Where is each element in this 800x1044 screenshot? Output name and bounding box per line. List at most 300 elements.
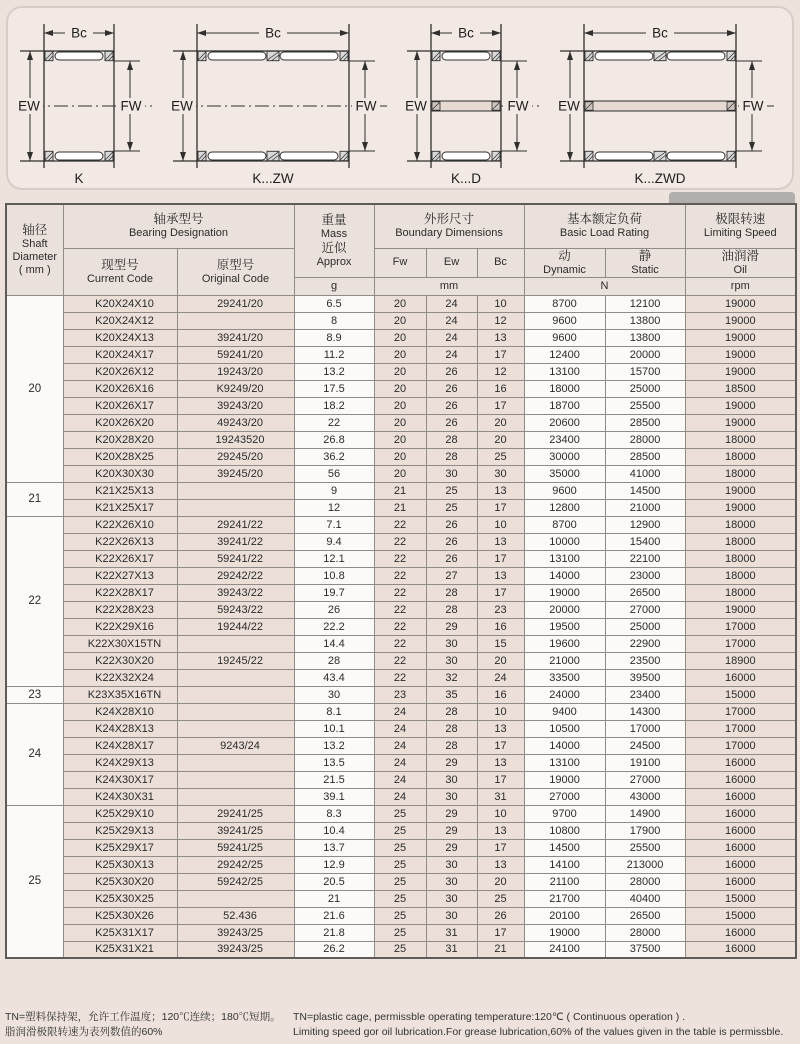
- static-load-cell: 213000: [605, 856, 685, 873]
- table-row: [6, 669, 796, 686]
- original-code-cell: [177, 686, 294, 703]
- bc-cell: 10: [477, 703, 524, 720]
- original-code-cell: 9243/24: [177, 737, 294, 754]
- fw-cell: 20: [374, 312, 426, 329]
- original-code-cell: [177, 482, 294, 499]
- shaft-diameter-cell: 21: [6, 482, 63, 516]
- oil-speed-cell: 18000: [685, 550, 796, 567]
- bearing-diagram-k-zwd: [554, 11, 786, 196]
- fw-cell: 25: [374, 907, 426, 924]
- static-load-cell: 22100: [605, 550, 685, 567]
- dynamic-load-cell: 33500: [524, 669, 605, 686]
- mass-cell: 30: [294, 686, 374, 703]
- oil-speed-cell: 19000: [685, 363, 796, 380]
- dynamic-load-cell: 9600: [524, 329, 605, 346]
- dynamic-load-cell: 21100: [524, 873, 605, 890]
- current-code-cell: K20X26X16: [63, 380, 177, 397]
- mass-cell: 28: [294, 652, 374, 669]
- current-code-cell: K21X25X13: [63, 482, 177, 499]
- fw-cell: 22: [374, 584, 426, 601]
- ew-cell: 35: [426, 686, 477, 703]
- fw-cell: 20: [374, 346, 426, 363]
- original-code-cell: 59241/25: [177, 839, 294, 856]
- dynamic-load-cell: 10000: [524, 533, 605, 550]
- ew-cell: 24: [426, 312, 477, 329]
- bearing-diagrams-panel: [6, 6, 794, 190]
- current-code-cell: K25X30X20: [63, 873, 177, 890]
- mass-cell: 21.5: [294, 771, 374, 788]
- static-load-cell: 24500: [605, 737, 685, 754]
- fw-cell: 22: [374, 635, 426, 652]
- static-load-cell: 23000: [605, 567, 685, 584]
- mass-cell: 20.5: [294, 873, 374, 890]
- static-load-cell: 19100: [605, 754, 685, 771]
- static-load-cell: 21000: [605, 499, 685, 516]
- footnote-zh-line2: 脂润滑极限转速为表列数值的60%: [5, 1026, 163, 1038]
- fw-cell: 24: [374, 703, 426, 720]
- oil-speed-cell: 16000: [685, 839, 796, 856]
- header-dynamic-load: [524, 248, 605, 277]
- fw-cell: 20: [374, 414, 426, 431]
- mass-cell: 8.3: [294, 805, 374, 822]
- ew-cell: 28: [426, 431, 477, 448]
- table-row: [6, 856, 796, 873]
- ew-cell: 30: [426, 771, 477, 788]
- mass-cell: 26.2: [294, 941, 374, 958]
- dynamic-load-cell: 14500: [524, 839, 605, 856]
- table-row: [6, 635, 796, 652]
- static-load-cell: 23400: [605, 686, 685, 703]
- fw-cell: 23: [374, 686, 426, 703]
- ew-cell: 25: [426, 482, 477, 499]
- oil-speed-cell: 18000: [685, 567, 796, 584]
- bc-cell: 30: [477, 465, 524, 482]
- table-row: [6, 397, 796, 414]
- bc-cell: 20: [477, 652, 524, 669]
- bc-cell: 17: [477, 346, 524, 363]
- mass-cell: 10.1: [294, 720, 374, 737]
- header-dynamic-en: Dynamic: [543, 263, 586, 276]
- oil-speed-cell: 16000: [685, 924, 796, 941]
- fw-cell: 21: [374, 499, 426, 516]
- oil-speed-cell: 19000: [685, 295, 796, 312]
- fw-cell: 20: [374, 431, 426, 448]
- static-load-cell: 12900: [605, 516, 685, 533]
- header-limiting-speed: [685, 204, 796, 248]
- table-row: [6, 465, 796, 482]
- current-code-cell: K24X28X17: [63, 737, 177, 754]
- bc-cell: 25: [477, 890, 524, 907]
- static-load-cell: 28500: [605, 448, 685, 465]
- ew-cell: 29: [426, 805, 477, 822]
- mass-cell: 21.6: [294, 907, 374, 924]
- static-load-cell: 37500: [605, 941, 685, 958]
- oil-speed-cell: 15000: [685, 686, 796, 703]
- dynamic-load-cell: 19000: [524, 771, 605, 788]
- ew-cell: 32: [426, 669, 477, 686]
- dynamic-load-cell: 19000: [524, 584, 605, 601]
- oil-speed-cell: 17000: [685, 720, 796, 737]
- static-load-cell: 26500: [605, 584, 685, 601]
- original-code-cell: [177, 720, 294, 737]
- current-code-cell: K20X24X12: [63, 312, 177, 329]
- dynamic-load-cell: 18000: [524, 380, 605, 397]
- table-row: [6, 822, 796, 839]
- current-code-cell: K23X35X16TN: [63, 686, 177, 703]
- mass-cell: 17.5: [294, 380, 374, 397]
- current-code-cell: K22X28X23: [63, 601, 177, 618]
- bc-cell: 10: [477, 295, 524, 312]
- table-row: [6, 516, 796, 533]
- header-mass-zh: 重量: [321, 212, 347, 227]
- oil-speed-cell: 18000: [685, 516, 796, 533]
- ew-cell: 24: [426, 346, 477, 363]
- dynamic-load-cell: 9600: [524, 312, 605, 329]
- table-row: [6, 737, 796, 754]
- static-load-cell: 14300: [605, 703, 685, 720]
- svg-text:FW: FW: [507, 98, 529, 114]
- current-code-cell: K24X28X10: [63, 703, 177, 720]
- header-mass-en: Mass: [320, 227, 348, 240]
- mass-cell: 13.5: [294, 754, 374, 771]
- current-code-cell: K22X32X24: [63, 669, 177, 686]
- current-code-cell: K22X28X17: [63, 584, 177, 601]
- header-ew: Ew: [426, 248, 477, 277]
- svg-text:Bc: Bc: [71, 25, 87, 41]
- mass-cell: 12: [294, 499, 374, 516]
- ew-cell: 26: [426, 414, 477, 431]
- bc-cell: 13: [477, 329, 524, 346]
- bc-cell: 17: [477, 550, 524, 567]
- mass-cell: 22: [294, 414, 374, 431]
- header-static-en: Static: [631, 263, 659, 276]
- original-code-cell: [177, 499, 294, 516]
- current-code-cell: K24X30X31: [63, 788, 177, 805]
- dynamic-load-cell: 8700: [524, 295, 605, 312]
- svg-text:Bc: Bc: [264, 25, 281, 41]
- static-load-cell: 14900: [605, 805, 685, 822]
- mass-cell: 19.7: [294, 584, 374, 601]
- static-load-cell: 28000: [605, 924, 685, 941]
- svg-text:FW: FW: [355, 98, 377, 114]
- unit-grams: g: [294, 277, 374, 295]
- table-row: [6, 533, 796, 550]
- table-row: [6, 363, 796, 380]
- bc-cell: 20: [477, 414, 524, 431]
- ew-cell: 26: [426, 516, 477, 533]
- ew-cell: 30: [426, 873, 477, 890]
- dynamic-load-cell: 9700: [524, 805, 605, 822]
- current-code-cell: K21X25X17: [63, 499, 177, 516]
- header-basic-load-rating: [524, 204, 685, 248]
- fw-cell: 20: [374, 448, 426, 465]
- fw-cell: 22: [374, 567, 426, 584]
- mass-cell: 10.8: [294, 567, 374, 584]
- ew-cell: 30: [426, 635, 477, 652]
- fw-cell: 25: [374, 805, 426, 822]
- footnote-en-line1: TN=plastic cage, permissble operating temperature:120℃ ( Continuous operation ) .: [293, 1011, 686, 1023]
- fw-cell: 24: [374, 771, 426, 788]
- original-code-cell: 19243520: [177, 431, 294, 448]
- bc-cell: 24: [477, 669, 524, 686]
- mass-cell: 6.5: [294, 295, 374, 312]
- header-static-load: [605, 248, 685, 277]
- original-code-cell: 39243/25: [177, 924, 294, 941]
- bc-cell: 17: [477, 771, 524, 788]
- original-code-cell: 39243/20: [177, 397, 294, 414]
- bc-cell: 16: [477, 618, 524, 635]
- bc-cell: 10: [477, 805, 524, 822]
- mass-cell: 21.8: [294, 924, 374, 941]
- fw-cell: 25: [374, 822, 426, 839]
- mass-cell: 8.9: [294, 329, 374, 346]
- fw-cell: 25: [374, 890, 426, 907]
- table-row: [6, 601, 796, 618]
- oil-speed-cell: 18000: [685, 584, 796, 601]
- header-approx-en: Approx: [316, 255, 352, 268]
- oil-speed-cell: 16000: [685, 822, 796, 839]
- static-load-cell: 13800: [605, 312, 685, 329]
- current-code-cell: K22X26X17: [63, 550, 177, 567]
- bc-cell: 20: [477, 431, 524, 448]
- mass-cell: 39.1: [294, 788, 374, 805]
- bc-cell: 23: [477, 601, 524, 618]
- ew-cell: 31: [426, 941, 477, 958]
- current-code-cell: K24X28X13: [63, 720, 177, 737]
- original-code-cell: [177, 788, 294, 805]
- table-row: [6, 720, 796, 737]
- shaft-diameter-cell: 22: [6, 516, 63, 686]
- oil-speed-cell: 16000: [685, 771, 796, 788]
- ew-cell: 28: [426, 448, 477, 465]
- oil-speed-cell: 16000: [685, 788, 796, 805]
- mass-cell: 13.7: [294, 839, 374, 856]
- bc-cell: 26: [477, 907, 524, 924]
- table-row: [6, 567, 796, 584]
- oil-speed-cell: 17000: [685, 737, 796, 754]
- header-boundary-dimensions: [374, 204, 524, 248]
- diagram-type-label: K...ZW: [252, 171, 294, 186]
- original-code-cell: 29241/25: [177, 805, 294, 822]
- bc-cell: 12: [477, 363, 524, 380]
- original-code-cell: 29245/20: [177, 448, 294, 465]
- header-speed-en: Limiting Speed: [703, 227, 777, 240]
- ew-cell: 26: [426, 397, 477, 414]
- mass-cell: 13.2: [294, 737, 374, 754]
- mass-cell: 56: [294, 465, 374, 482]
- header-designation-zh: 轴承型号: [153, 212, 204, 227]
- bc-cell: 25: [477, 448, 524, 465]
- static-load-cell: 15700: [605, 363, 685, 380]
- ew-cell: 29: [426, 754, 477, 771]
- oil-speed-cell: 19000: [685, 499, 796, 516]
- mass-cell: 8.1: [294, 703, 374, 720]
- dynamic-load-cell: 12800: [524, 499, 605, 516]
- oil-speed-cell: 18900: [685, 652, 796, 669]
- dynamic-load-cell: 13100: [524, 754, 605, 771]
- fw-cell: 22: [374, 601, 426, 618]
- oil-speed-cell: 19000: [685, 601, 796, 618]
- current-code-cell: K25X31X21: [63, 941, 177, 958]
- current-code-cell: K25X29X10: [63, 805, 177, 822]
- original-code-cell: [177, 312, 294, 329]
- mass-cell: 9.4: [294, 533, 374, 550]
- oil-speed-cell: 16000: [685, 754, 796, 771]
- original-code-cell: 59243/22: [177, 601, 294, 618]
- header-shaft-en2: Diameter: [12, 250, 58, 263]
- bc-cell: 13: [477, 754, 524, 771]
- fw-cell: 22: [374, 516, 426, 533]
- current-code-cell: K20X26X12: [63, 363, 177, 380]
- footnotes: [5, 1010, 795, 1040]
- oil-speed-cell: 16000: [685, 805, 796, 822]
- table-row: [6, 686, 796, 703]
- mass-cell: 8: [294, 312, 374, 329]
- fw-cell: 24: [374, 754, 426, 771]
- mass-cell: 12.1: [294, 550, 374, 567]
- original-code-cell: 59242/25: [177, 873, 294, 890]
- bearing-diagram-k-zw: [167, 11, 399, 196]
- ew-cell: 27: [426, 567, 477, 584]
- table-row: [6, 771, 796, 788]
- static-load-cell: 27000: [605, 601, 685, 618]
- current-code-cell: K25X30X13: [63, 856, 177, 873]
- dynamic-load-cell: 23400: [524, 431, 605, 448]
- dynamic-load-cell: 24000: [524, 686, 605, 703]
- fw-cell: 22: [374, 533, 426, 550]
- svg-text:EW: EW: [18, 98, 40, 114]
- footnote-english: [293, 1010, 795, 1040]
- original-code-cell: [177, 669, 294, 686]
- table-row: [6, 482, 796, 499]
- current-code-cell: K20X26X17: [63, 397, 177, 414]
- footnote-zh-line1: TN=塑料保持架，允许工作温度；120℃连续；180℃短期。: [5, 1011, 281, 1023]
- header-boundary-en: Boundary Dimensions: [395, 227, 503, 240]
- unit-mm: mm: [374, 277, 524, 295]
- oil-speed-cell: 15000: [685, 890, 796, 907]
- bc-cell: 20: [477, 873, 524, 890]
- static-load-cell: 28000: [605, 431, 685, 448]
- bc-cell: 13: [477, 482, 524, 499]
- table-row: [6, 584, 796, 601]
- table-row: [6, 839, 796, 856]
- svg-text:FW: FW: [120, 98, 142, 114]
- dynamic-load-cell: 10500: [524, 720, 605, 737]
- static-load-cell: 28000: [605, 873, 685, 890]
- header-fw: Fw: [374, 248, 426, 277]
- dynamic-load-cell: 20000: [524, 601, 605, 618]
- fw-cell: 22: [374, 618, 426, 635]
- fw-cell: 20: [374, 363, 426, 380]
- current-code-cell: K20X24X17: [63, 346, 177, 363]
- static-load-cell: 25000: [605, 380, 685, 397]
- table-row: [6, 329, 796, 346]
- dynamic-load-cell: 14000: [524, 737, 605, 754]
- table-body: [6, 295, 796, 958]
- static-load-cell: 20000: [605, 346, 685, 363]
- mass-cell: 22.2: [294, 618, 374, 635]
- shaft-diameter-cell: 23: [6, 686, 63, 703]
- original-code-cell: [177, 771, 294, 788]
- mass-cell: 21: [294, 890, 374, 907]
- header-load-zh: 基本额定负荷: [567, 212, 643, 227]
- current-code-cell: K22X30X15TN: [63, 635, 177, 652]
- fw-cell: 25: [374, 941, 426, 958]
- mass-cell: 11.2: [294, 346, 374, 363]
- bc-cell: 17: [477, 737, 524, 754]
- bearing-diagram-k-d: [401, 11, 551, 196]
- mass-cell: 26.8: [294, 431, 374, 448]
- original-code-cell: 19244/22: [177, 618, 294, 635]
- oil-speed-cell: 16000: [685, 941, 796, 958]
- dynamic-load-cell: 10800: [524, 822, 605, 839]
- oil-speed-cell: 17000: [685, 703, 796, 720]
- shaft-diameter-cell: 20: [6, 295, 63, 482]
- dynamic-load-cell: 30000: [524, 448, 605, 465]
- dynamic-load-cell: 13100: [524, 550, 605, 567]
- header-bc: Bc: [477, 248, 524, 277]
- ew-cell: 26: [426, 550, 477, 567]
- fw-cell: 21: [374, 482, 426, 499]
- fw-cell: 22: [374, 669, 426, 686]
- static-load-cell: 28500: [605, 414, 685, 431]
- header-original-zh: 原型号: [216, 257, 255, 272]
- oil-speed-cell: 18000: [685, 533, 796, 550]
- table-row: [6, 805, 796, 822]
- fw-cell: 22: [374, 550, 426, 567]
- current-code-cell: K22X26X10: [63, 516, 177, 533]
- current-code-cell: K25X31X17: [63, 924, 177, 941]
- oil-speed-cell: 17000: [685, 618, 796, 635]
- dynamic-load-cell: 18700: [524, 397, 605, 414]
- svg-text:Bc: Bc: [652, 25, 668, 41]
- original-code-cell: 39245/20: [177, 465, 294, 482]
- current-code-cell: K20X28X25: [63, 448, 177, 465]
- current-code-cell: K24X30X17: [63, 771, 177, 788]
- table-row: [6, 890, 796, 907]
- dynamic-load-cell: 35000: [524, 465, 605, 482]
- header-shaft-en1: Shaft: [21, 237, 48, 250]
- original-code-cell: 59241/20: [177, 346, 294, 363]
- ew-cell: 24: [426, 329, 477, 346]
- original-code-cell: 29242/22: [177, 567, 294, 584]
- static-load-cell: 14500: [605, 482, 685, 499]
- bc-cell: 13: [477, 822, 524, 839]
- bearing-diagram-k: [14, 11, 164, 196]
- ew-cell: 26: [426, 533, 477, 550]
- original-code-cell: 19243/20: [177, 363, 294, 380]
- bc-cell: 13: [477, 720, 524, 737]
- bc-cell: 13: [477, 856, 524, 873]
- footnote-chinese: [5, 1010, 283, 1040]
- current-code-cell: K22X30X20: [63, 652, 177, 669]
- ew-cell: 28: [426, 720, 477, 737]
- current-code-cell: K20X24X13: [63, 329, 177, 346]
- static-load-cell: 40400: [605, 890, 685, 907]
- mass-cell: 18.2: [294, 397, 374, 414]
- static-load-cell: 43000: [605, 788, 685, 805]
- shaft-diameter-cell: 24: [6, 703, 63, 805]
- original-code-cell: 39241/25: [177, 822, 294, 839]
- original-code-cell: 29241/20: [177, 295, 294, 312]
- bc-cell: 10: [477, 516, 524, 533]
- mass-cell: 36.2: [294, 448, 374, 465]
- fw-cell: 25: [374, 839, 426, 856]
- bc-cell: 12: [477, 312, 524, 329]
- table-row: [6, 312, 796, 329]
- oil-speed-cell: 19000: [685, 312, 796, 329]
- original-code-cell: 19245/22: [177, 652, 294, 669]
